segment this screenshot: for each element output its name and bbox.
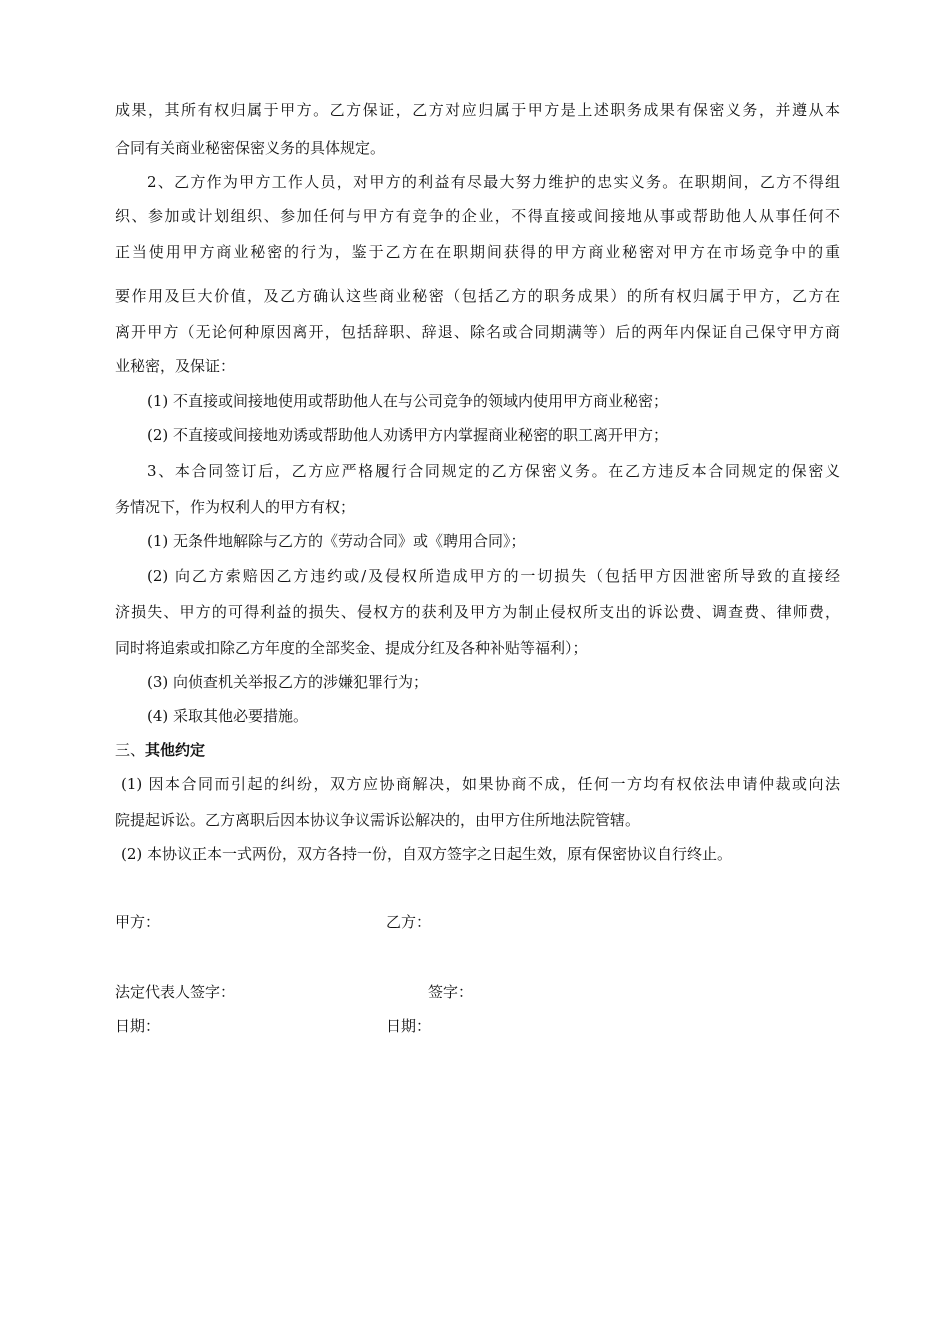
paragraph-line: 织、参加或计划组织、参加任何与甲方有竞争的企业，不得直接或间接地从事或帮助他人从事任何不 — [115, 207, 840, 225]
party-b-label: 乙方： — [386, 913, 432, 931]
list-item: (2) 向乙方索赔因乙方违约或/及侵权所造成甲方的一切损失（包括甲方因泄密所导致的直接经 — [147, 567, 840, 585]
paragraph-line: 合同有关商业秘密保密义务的具体规定。 — [115, 139, 386, 157]
party-a-label: 甲方： — [115, 913, 161, 931]
list-item: (2) 本协议正本一式两份，双方各持一份，自双方签字之日起生效，原有保密协议自行终止。 — [121, 845, 733, 863]
paragraph-line: 要作用及巨大价值，及乙方确认这些商业秘密（包括乙方的职务成果）的所有权归属于甲方，乙方在 — [115, 287, 840, 305]
list-item: (3) 向侦查机关举报乙方的涉嫌犯罪行为； — [147, 673, 429, 691]
paragraph-line: 成果，其所有权归属于甲方。乙方保证，乙方对应归属于甲方是上述职务成果有保密义务，并遵从本 — [115, 101, 840, 119]
date-b-label: 日期： — [386, 1017, 432, 1035]
paragraph-line: 济损失、甲方的可得利益的损失、侵权方的获利及甲方为制止侵权所支出的诉讼费、调查费、律师费， — [115, 603, 840, 621]
paragraph-line: 正当使用甲方商业秘密的行为，鉴于乙方在在职期间获得的甲方商业秘密对甲方在市场竞争中的重 — [115, 243, 840, 261]
paragraph-line: 院提起诉讼。乙方离职后因本协议争议需诉讼解决的，由甲方住所地法院管辖。 — [115, 811, 641, 829]
signature-label: 签字： — [428, 983, 474, 1001]
section-number: 三、 — [115, 741, 146, 759]
date-a-label: 日期： — [115, 1017, 161, 1035]
legal-representative-signature-label: 法定代表人签字： — [115, 983, 236, 1001]
paragraph-line: 3、本合同签订后，乙方应严格履行合同规定的乙方保密义务。在乙方违反本合同规定的保密义 — [147, 462, 840, 480]
paragraph-line: 同时将追索或扣除乙方年度的全部奖金、提成分红及各种补贴等福利）； — [115, 639, 588, 657]
list-item: (1) 不直接或间接地使用或帮助他人在与公司竞争的领域内使用甲方商业秘密； — [147, 392, 669, 410]
section-heading — [115, 740, 840, 760]
paragraph-line: 2、乙方作为甲方工作人员，对甲方的利益有尽最大努力维护的忠实义务。在职期间，乙方不得组 — [147, 173, 840, 191]
list-item: (1) 因本合同而引起的纠纷，双方应协商解决，如果协商不成，任何一方均有权依法申请仲裁或向法 — [121, 775, 840, 793]
paragraph-line: 离开甲方（无论何种原因离开，包括辞职、辞退、除名或合同期满等）后的两年内保证自己保守甲方商 — [115, 323, 840, 341]
list-item: (2) 不直接或间接地劝诱或帮助他人劝诱甲方内掌握商业秘密的职工离开甲方； — [147, 426, 669, 444]
list-item: (4) 采取其他必要措施。 — [147, 707, 309, 725]
paragraph-line: 务情况下，作为权利人的甲方有权； — [115, 498, 356, 516]
list-item: (1) 无条件地解除与乙方的《劳动合同》或《聘用合同》； — [147, 532, 526, 550]
section-title: 其他约定 — [145, 741, 206, 759]
paragraph-line: 业秘密，及保证： — [115, 357, 236, 375]
